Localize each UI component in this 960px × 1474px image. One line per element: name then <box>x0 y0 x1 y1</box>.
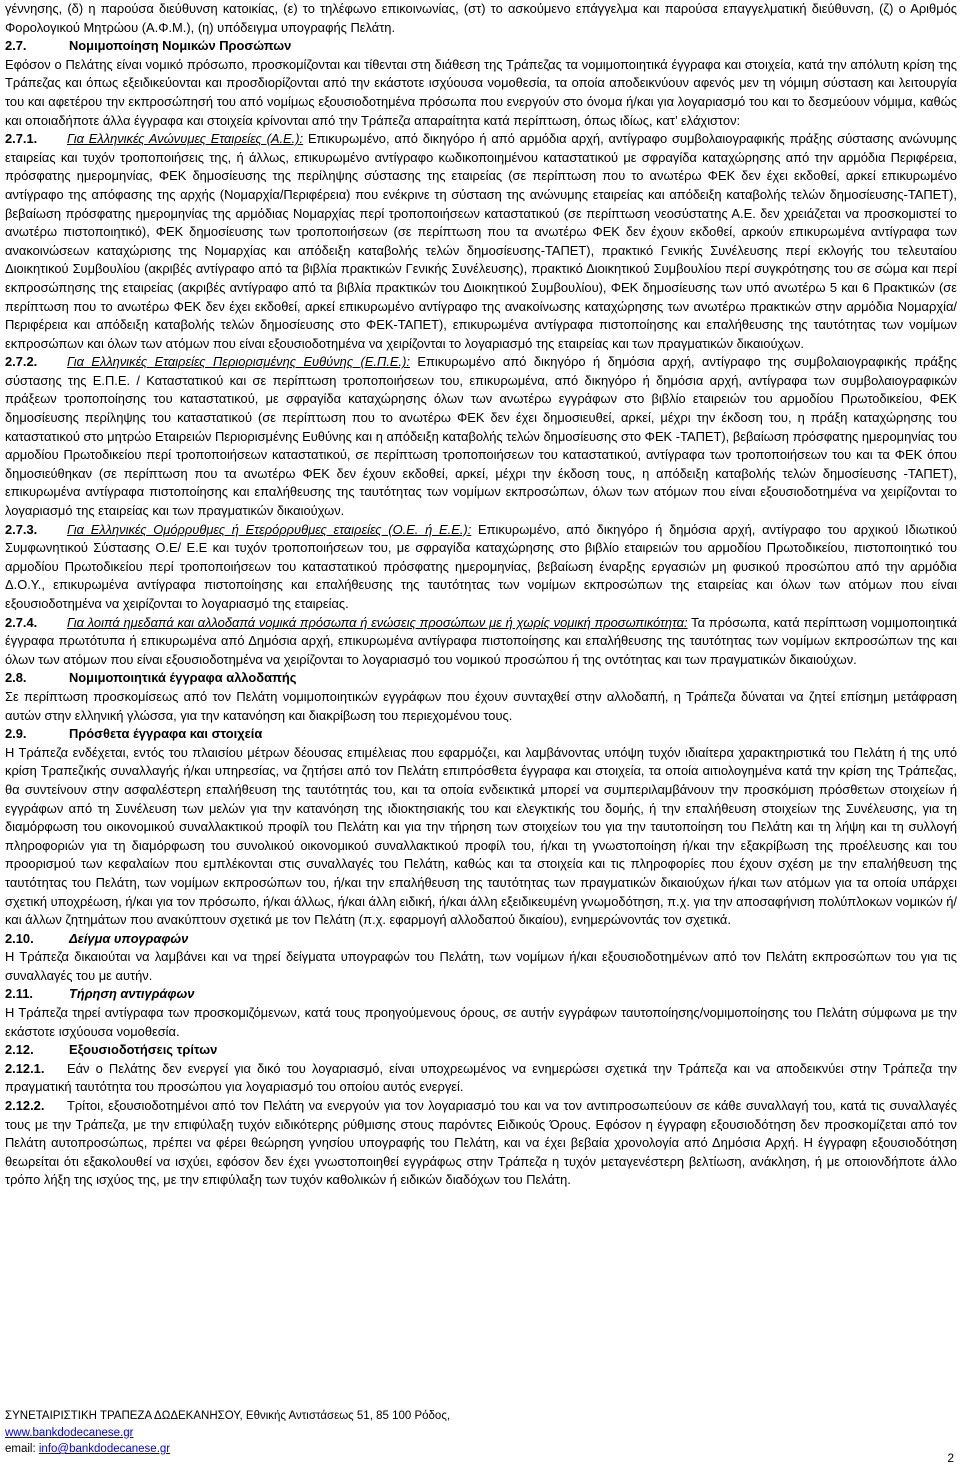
section-number: 2.12.1. <box>5 1060 45 1076</box>
section-2-7-heading <box>5 37 957 56</box>
section-title: Τήρηση αντιγράφων <box>69 986 195 1002</box>
section-2-11-heading <box>5 985 957 1004</box>
section-number: 2.7.2. <box>5 354 38 370</box>
section-number: 2.12.2. <box>5 1098 45 1114</box>
section-2-10-heading <box>5 930 957 949</box>
section-body: Επικυρωμένο από δικηγόρο ή δημόσια αρχή, αντίγραφο της συμβολαιογραφικής πράξης σύστασης της Ε.Π.Ε. / Καταστατικού και σε περίπτωση τροποποιήσεων του, επικυρωμένα, από δικηγόρο ή δημόσια αρχή, αντίγραφα των συμβολαιογραφικών πράξεων τροποποίησης του καταστατικού, με σφραγίδα καταχώρησης όλων των ανωτέρω εγγράφων στο βιβλίο εταιρειών του αρμοδίου Πρωτοδικείου, ΦΕΚ δημοσίευσης περίληψης του καταστατικού (σε περίπτωση που το ανωτέρω ΦΕΚ δεν έχει δημοσιευθεί, αρκεί, μέχρι την έκδοση του, η πράξη καταχώρησης του καταστατικού στο μητρώο Εταιρειών Περιορισμένης Ευθύνης και η απόδειξη καταβολής τελών δημοσίευσης στο ΦΕΚ -ΤΑΠΕΤ), βεβαίωση πρόσφατης ημερομηνίας του αρμοδίου Πρωτοδικείου περί τροποποιήσεων καταστατικού, σε περίπτωση τροποποιήσεων του καταστατικού, αντίγραφα των τροποποιήσεων του και τα ΦΕΚ όπου δημοσιεύθηκαν (σε περίπτωση που τα ανωτέρω ΦΕΚ δεν έχουν εκδοθεί, αρκεί, μέχρι την έκδοση τους, η απόδειξη καταβολής τελών δημοσίευσης -ΤΑΠΕΤ), επικυρωμένα αντίγραφα πιστοποίησης και επαλήθευσης της ταυτότητας των νομίμων εκπροσώπων, όλων των ατόμων που είναι εξουσιοδοτημένα να χειρίζονται το λογαριασμό της εταιρείας και των πραγματικών δικαιούχων. <box>5 354 957 519</box>
footer-website-link[interactable]: www.bankdodecanese.gr <box>5 1426 134 1439</box>
footer-email-label: email: <box>5 1443 39 1455</box>
section-body: Τρίτοι, εξουσιοδοτημένοι από τον Πελάτη να ενεργούν για τον λογαριασμό του και να τον αντιπροσωπεύουν σε κάθε συναλλαγή του, κατά τις συναλλαγές τους με την Τράπεζα, με την επιφύλαξη τυχόν ειδικότερης ρύθμισης στους παρόντες Ειδικούς Όρους. Εφόσον η έγγραφη εξουσιοδότηση δεν προσκομίζεται από τον Πελάτη αυτοπροσώπως, πρέπει να φέρει θεώρηση γνησίου υπογραφής του Πελάτη, και να έχει βεβαία χρονολογία από Δημόσια Αρχή. Η έγγραφη εξουσιοδότηση θεωρείται ότι εξακολουθεί να ισχύει, εφόσον δεν έχει γνωστοποιηθεί εγγράφως στην Τράπεζα η τυχόν μεταγενέστερη βελτίωση, ανάκληση, ή με οποιονδήποτε άλλο τρόπο λήξη της ισχύος της, με την επιφύλαξη των τυχόν καθολικών ή ειδικών διαδόχων του Πελάτη. <box>5 1098 957 1188</box>
intro-paragraph: γέννησης, (δ) η παρούσα διεύθυνση κατοικίας, (ε) το τηλέφωνο επικοινωνίας, (στ) το ασκούμενο επάγγελμα και παρούσα επαγγελματική διεύθυνση, (ζ) ο Αριθμός Φορολογικού Μητρώου (Α.Φ.Μ.), (η) υπόδειγμα υπογραφής Πελάτη. <box>5 1 957 35</box>
footer-email-line <box>5 1441 450 1458</box>
section-number: 2.7.3. <box>5 521 38 537</box>
section-2-12-1 <box>5 1060 957 1097</box>
document-page <box>5 0 957 1190</box>
section-number: 2.7.4. <box>5 614 38 630</box>
section-number: 2.7.1. <box>5 131 38 147</box>
section-number: 2.9. <box>5 726 27 742</box>
section-body: Τα πρόσωπα, κατά περίπτωση νομιμοποιητικά έγγραφα πρωτότυπα ή επικυρωμένα από Δημόσια αρχή, επικυρωμένα αντίγραφα πιστοποίησης και επαλήθευσης της ταυτότητας των νομίμων εκπροσώπων της και όλων των ατόμων που είναι εξουσιοδοτημένα να χειρίζονται το λογαριασμό του νομικού προσώπου ή της οντότητας και των πραγματικών δικαιούχων. <box>5 614 957 667</box>
page-number: 2 <box>947 1451 954 1465</box>
section-title: Νομιμοποιητικά έγγραφα αλλοδαπής <box>69 670 297 686</box>
section-body: Επικυρωμένο, από δικηγόρο ή από αρμόδια αρχή, αντίγραφο συμβολαιογραφικής πράξης σύστασης ανώνυμης εταιρείας και τυχόν τροποποιήσεις της, ή άλλως, επικυρωμένο αντίγραφο κωδικοποιημένου καταστατικού με σφραγίδα καταχώρησης από την αρμόδια Περιφέρεια, πρόσφατης ημερομηνίας, ΦΕΚ δημοσίευσης της περίληψης σύστασης της εταιρείας (σε περίπτωση που το ανωτέρω ΦΕΚ δεν έχει εκδοθεί, αρκεί επικυρωμένο αντίγραφο της απόφασης της αρχής (Νομαρχία/Περιφέρεια) που ενέκρινε τη σύσταση της ανώνυμης εταιρείας και απόδειξη καταβολής τελών δημοσίευσης-ΤΑΠΕΤ), βεβαίωση πρόσφατης ημερομηνίας της αρμόδιας Νομαρχίας περί τροποποιήσεων καταστατικού (σε περίπτωση νεοσύστατης Α.Ε. δεν χρειάζεται να προσκομιστεί το ανωτέρω πιστοποιητικό), ΦΕΚ δημοσίευσης των τροποποιήσεων (σε περίπτωση που τα ανωτέρω ΦΕΚ δεν έχουν εκδοθεί, αρκούν επικυρωμένα αντίγραφα των ανακοινώσεων καταχώρισης της Νομαρχίας και απόδειξη καταβολής τελών δημοσίευσης-ΤΑΠΕΤ), πρακτικό Γενικής Συνέλευσης περί εκλογής του τελευταίου Διοικητικού Συμβουλίου (ακριβές αντίγραφο από τα βιβλία πρακτικών Γενικής Συνέλευσης), πρακτικό Διοικητικού Συμβουλίου περί συγκρότησης του σε σώμα και περί εκπροσώπησης της εταιρείας (ακριβές αντίγραφο από τα βιβλία πρακτικών του Διοικητικού Συμβουλίου), ΦΕΚ δημοσίευσης των υπό ανωτέρω 5 και 6 Πρακτικών (σε περίπτωση που το ανωτέρω ΦΕΚ δεν έχει εκδοθεί, αρκεί επικυρωμένο αντίγραφο της ανακοίνωσης καταχώρησης των ανωτέρω πρακτικών στην αρμόδια Νομαρχία/Περιφέρεια και απόδειξη καταβολής τελών δημοσίευσης στο ΦΕΚ-ΤΑΠΕΤ), επικυρωμένα αντίγραφα πιστοποίησης και επαλήθευσης της ταυτότητας των νομίμων εκπροσώπων και όλων των ατόμων που είναι εξουσιοδοτημένα να χειρίζονται το λογαριασμό της εταιρείας και των πραγματικών δικαιούχων. <box>5 131 957 351</box>
section-title: Για Ελληνικές Ομόρρυθμες ή Ετερόρρυθμες εταιρείες (Ο.Ε. ή Ε.Ε.): <box>67 521 472 537</box>
section-2-7-2 <box>5 353 957 520</box>
section-2-9-heading <box>5 725 957 744</box>
section-title: Πρόσθετα έγγραφα και στοιχεία <box>69 726 263 742</box>
section-2-9-body: Η Τράπεζα ενδέχεται, εντός του πλαισίου μέτρων δέουσας επιμέλειας που εφαρμόζει, και λαμβάνοντας υπόψη τυχόν ιδιαίτερα χαρακτηριστικά του Πελάτη ή της υπό κρίση Τραπεζικής συναλλαγής ή/και υπηρεσίας, να ζητήσει από τον Πελάτη επιπρόσθετα έγγραφα και στοιχεία, τα οποία αιτιολογημένα κατά την κρίση της Τράπεζας, θα συντείνουν στην ασφαλέστερη επαλήθευση της ταυτότητάς του, και τα οποία ενδεικτικά μπορεί να συμπεριλαμβάνουν την προσκόμιση πρόσθετων στοιχείων ή εγγράφων από τη Συνέλευση των μελών για την κατανόηση της ιδιοκτησιακής του και ελεγκτικής του δομής, ή την επαλήθευση στοιχείων της Συνέλευσης, για τη διαμόρφωση του οικονομικού συναλλακτικού προφίλ του Πελάτη και για την τήρηση των στοιχείων του για την ταυτοποίηση του Πελάτη και τη λήψη και τη συλλογή πληροφοριών για τη διαμόρφωση του συνολικού οικονομικού συναλλακτικού προφίλ του, ή/και τη γνωστοποίηση ή/και την εξακρίβωση της προέλευσης και του προορισμού των κεφαλαίων που εμπλέκονται στις συναλλαγές του Πελάτη, καθώς και τα στοιχεία και τις πληροφορίες που έχουν σχέση με την επαλήθευση της ταυτότητας του Πελάτη, των νομίμων εκπροσώπων του, ή/και την επαλήθευση της ταυτότητας των πραγματικών δικαιούχων ή/και των ατόμων για τα οποία υπάρχει σχετική υποχρέωση, ή/και για τον πρόσωπο, ή/και άλλως, ή/και άλλη ειδική, ή/και άλλη εξειδικευμένη γνωμοδότηση, π.χ. για την αποσαφήνιση πολύπλοκων νομικών ή/και άλλων ζητημάτων που ανακύπτουν σχετικά με τον Πελάτη (π.χ. εφαρμογή αλλοδαπού δικαίου), ενημερώνοντάς τον σχετικά. <box>5 744 957 928</box>
section-2-8-body: Σε περίπτωση προσκομίσεως από τον Πελάτη νομιμοποιητικών εγγράφων που έχουν συνταχθεί στην αλλοδαπή, η Τράπεζα δύναται να ζητεί επίσημη μετάφραση αυτών στην ελληνική γλώσσα, για την κατανόηση και διακρίβωση του περιεχομένου τους. <box>5 688 957 723</box>
section-title: Για λοιπά ημεδαπά και αλλοδαπά νομικά πρόσωπα ή ενώσεις προσώπων με ή χωρίς νομική προσωπικότητα: <box>67 614 688 630</box>
footer-email-link[interactable]: info@bankdodecanese.gr <box>38 1443 171 1455</box>
section-number: 2.12. <box>5 1042 34 1058</box>
section-2-7-3 <box>5 521 957 614</box>
section-2-8-heading <box>5 669 957 688</box>
section-number: 2.8. <box>5 670 27 686</box>
section-number: 2.10. <box>5 930 34 946</box>
section-title: Εξουσιοδοτήσεις τρίτων <box>69 1042 218 1058</box>
section-2-11-body: Η Τράπεζα τηρεί αντίγραφα των προσκομιζόμενων, κατά τους προηγούμενους όρους, σε αυτήν εγγράφων ταυτοποίησης/νομιμοποίησης του Πελάτη σύμφωνα με την εκάστοτε ισχύουσα νομοθεσία. <box>5 1005 957 1039</box>
section-number: 2.7. <box>5 38 27 54</box>
section-2-12-2 <box>5 1097 957 1190</box>
footer-address: ΣΥΝΕΤΑΙΡΙΣΤΙΚΗ ΤΡΑΠΕΖΑ ΔΩΔΕΚΑΝΗΣΟΥ, Εθνικής Αντιστάσεως 51, 85 100 Ρόδος, <box>5 1410 451 1422</box>
section-body: Εάν ο Πελάτης δεν ενεργεί για δικό του λογαριασμό, είναι υποχρεωμένος να ενημερώσει σχετικά την Τράπεζα και να αποδεικνύει στην Τράπεζα την πραγματική ταυτότητα του προσώπου για λογαριασμό του οποίου αυτός ενεργεί. <box>5 1060 957 1095</box>
section-2-12-heading <box>5 1041 957 1060</box>
section-number: 2.11. <box>5 986 33 1002</box>
section-title: Δείγμα υπογραφών <box>69 930 189 946</box>
section-title: Για Ελληνικές Εταιρείες Περιορισμένης Ευθύνης (Ε.Π.Ε.): <box>67 354 410 370</box>
page-footer <box>5 1408 450 1458</box>
section-2-7-1 <box>5 130 957 353</box>
section-2-7-4 <box>5 614 957 670</box>
section-2-10-body: Η Τράπεζα δικαιούται να λαμβάνει και να τηρεί δείγματα υπογραφών του Πελάτη, των νομίμων ή/και εξουσιοδοτημένων από τον Πελάτη εκπροσώπων του για τις συναλλαγές του με αυτήν. <box>5 949 957 983</box>
section-2-7-body: Εφόσον ο Πελάτης είναι νομικό πρόσωπο, προσκομίζονται και τίθενται στη διάθεση της Τράπεζας τα νομιμοποιητικά έγγραφα και στοιχεία, κατά την απόλυτη κρίση της Τράπεζας και όπως εξειδικεύονται και προσδιορίζονται από την εκάστοτε ισχύουσα νομοθεσία, τα οποία αποδεικνύουν αφενός μεν τη νόμιμη σύσταση και λειτουργία του και αφετέρου την εκπροσώπησή του από νομίμως εξουσιοδοτημένα πρόσωπα που ενεργούν στο όνομα ή/και για λογαριασμό του και το δεσμεύουν νόμιμα, καθώς και οποιαδήποτε άλλα έγγραφα και στοιχεία κρίνονται από την Τράπεζα απαραίτητα κατά περίπτωση, όπως ιδίως, κατ’ ελάχιστον: <box>5 56 957 128</box>
section-title: Νομιμοποίηση Νομικών Προσώπων <box>69 38 292 54</box>
section-body: Επικυρωμένο, από δικηγόρο ή δημόσια αρχή, αντίγραφο του αρχικού Ιδιωτικού Συμφωνητικού Σύστασης Ο.Ε/ Ε.Ε και τυχόν τροποποιήσεων του, με σφραγίδα καταχώρησης στο βιβλίο εταιρειών του αρμοδίου Πρωτοδικείου, πιστοποιητικό του αρμοδίου Πρωτοδικείου περί τροποποιήσεων του καταστατικού πρόσφατης ημερομηνίας, βεβαίωση έναρξης εργασιών μη φυσικού προσώπου από την αρμόδια Δ.Ο.Υ., επικυρωμένα αντίγραφα πιστοποίησης και επαλήθευσης της ταυτότητας των νομίμων εκπροσώπων της εταιρείας και όλων των ατόμων που είναι εξουσιοδοτημένα να χειρίζονται το λογαριασμό της εταιρείας. <box>5 521 957 611</box>
section-title: Για Ελληνικές Ανώνυμες Εταιρείες (Α.Ε.): <box>67 131 304 147</box>
document-body <box>5 0 957 1190</box>
